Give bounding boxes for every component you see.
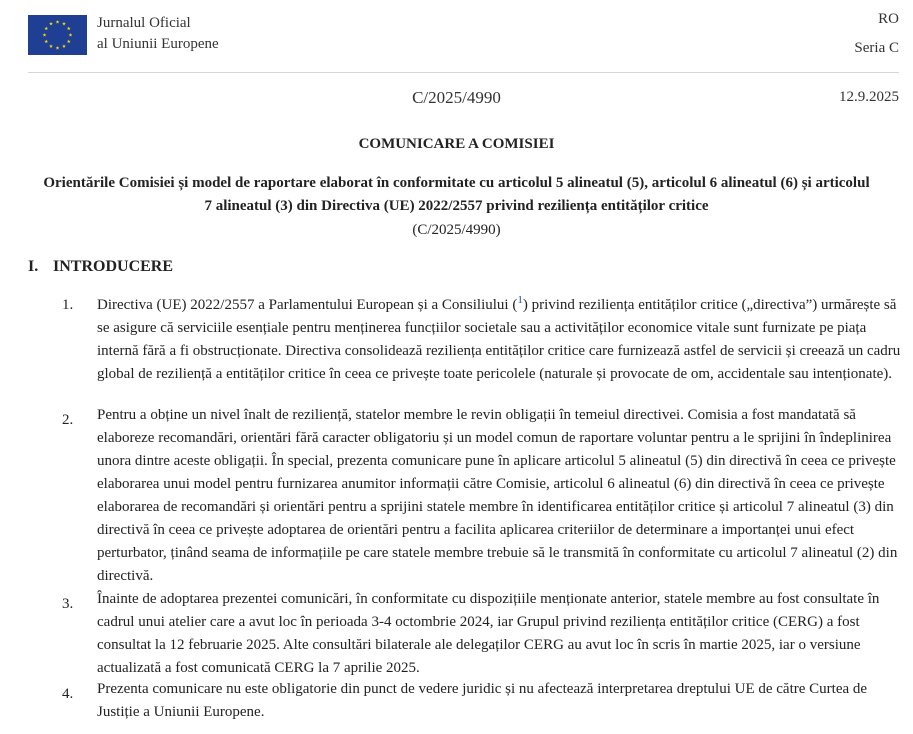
paragraph-number: 3.: [62, 596, 74, 612]
section-heading: [28, 258, 173, 276]
paragraph-number: 4.: [62, 686, 74, 702]
paragraph-text: Înainte de adoptarea prezentei comunicări, în conformitate cu dispozițiile menționate anterior, statele membre au fost consultate în cadrul unui atelier care a avut loc în perioada 3-4 octombrie 2024, iar Grupul privind reziliența entităților critice (CERG) a fost consultat la 12 februarie 2025. Alte consultări bilaterale ale delegaților CERG au avut loc în scris în martie 2025, iar o versiune actualizată a fost comunicată CERG la 7 aprilie 2025.: [97, 591, 880, 676]
journal-title-line1: Jurnalul Oficial: [97, 15, 191, 31]
document-title: Orientările Comisiei și model de raportare elaborat în conformitate cu articolul 5 alineatul (5), articolul 6 alineatul (6) și articolul 7 alineatul (3) din Directiva (UE) 2022/2557 privind reziliența entităților critice: [43, 175, 870, 214]
document-reference: (C/2025/4990): [412, 222, 501, 238]
journal-header: [0, 0, 913, 74]
series-label: Seria C: [854, 40, 899, 56]
document-number: C/2025/4990: [412, 88, 501, 107]
eu-flag-icon: [28, 15, 87, 55]
eu-flag-stars: [28, 15, 87, 55]
paragraph-text-end: ) privind reziliența entităților critice („directiva”) urmărește să se asigure că serviciile esențiale pentru menținerea funcțiilor societale sau a activităților economice vitale sunt furnizate pe piața internă fără a fi obstrucționate. Directiva consolidează reziliența entităților critice care furnizează astfel de servicii și creează un cadru global de reziliență a entităților critice în ceea ce privește toate pericolele (naturale și provocate de om, accidentale sau intenționate).: [97, 297, 901, 382]
footnote-number: 1: [517, 294, 523, 306]
paragraph-number: 1.: [62, 297, 74, 313]
document-type: COMUNICARE A COMISIEI: [358, 136, 555, 152]
paragraph-text: [97, 289, 902, 386]
journal-title: [97, 13, 219, 55]
journal-title-line2: al Uniunii Europene: [97, 36, 219, 52]
section-number: I.: [28, 258, 39, 275]
paragraph-text: Pentru a obține un nivel înalt de reziliență, statelor membre le revin obligații în temeiul directivei. Comisia a fost mandatată să elaboreze recomandări, orientări fără caracter obligatoriu și un model comun de raportare voluntar pentru a le sprijini în îndeplinirea unora dintre aceste obligații. În special, prezenta comunicare pune în aplicare articolul 5 alineatul (5) din directivă în ceea ce privește elaborarea unui model pentru furnizarea anumitor informații către Comisie, articolul 6 alineatul (6) din directivă în ceea ce privește elaborarea de recomandări și orientări pentru a sprijini statele membre în identificarea entităților critice și articolul 7 alineatul (3) din directivă în ceea ce privește adoptarea de orientări pentru a facilita aplicarea criteriilor de determinare a importanței unui efect perturbator, ținând seama de informațiile pe care statele membre trebuie să le transmită în conformitate cu articolul 7 alineatul (2) din directivă.: [97, 407, 898, 584]
section-title: INTRODUCERE: [53, 258, 174, 275]
publication-date: 12.9.2025: [839, 89, 899, 105]
language-code: RO: [878, 11, 899, 27]
paragraph-text-start: Directiva (UE) 2022/2557 a Parlamentului European și a Consiliului (: [97, 297, 518, 313]
header-divider: [28, 72, 899, 73]
paragraph-number: 2.: [62, 412, 74, 428]
paragraph-text: Prezenta comunicare nu este obligatorie din punct de vedere juridic și nu afectează interpretarea dreptului UE de către Curtea de Justiție a Uniunii Europene.: [97, 681, 868, 720]
